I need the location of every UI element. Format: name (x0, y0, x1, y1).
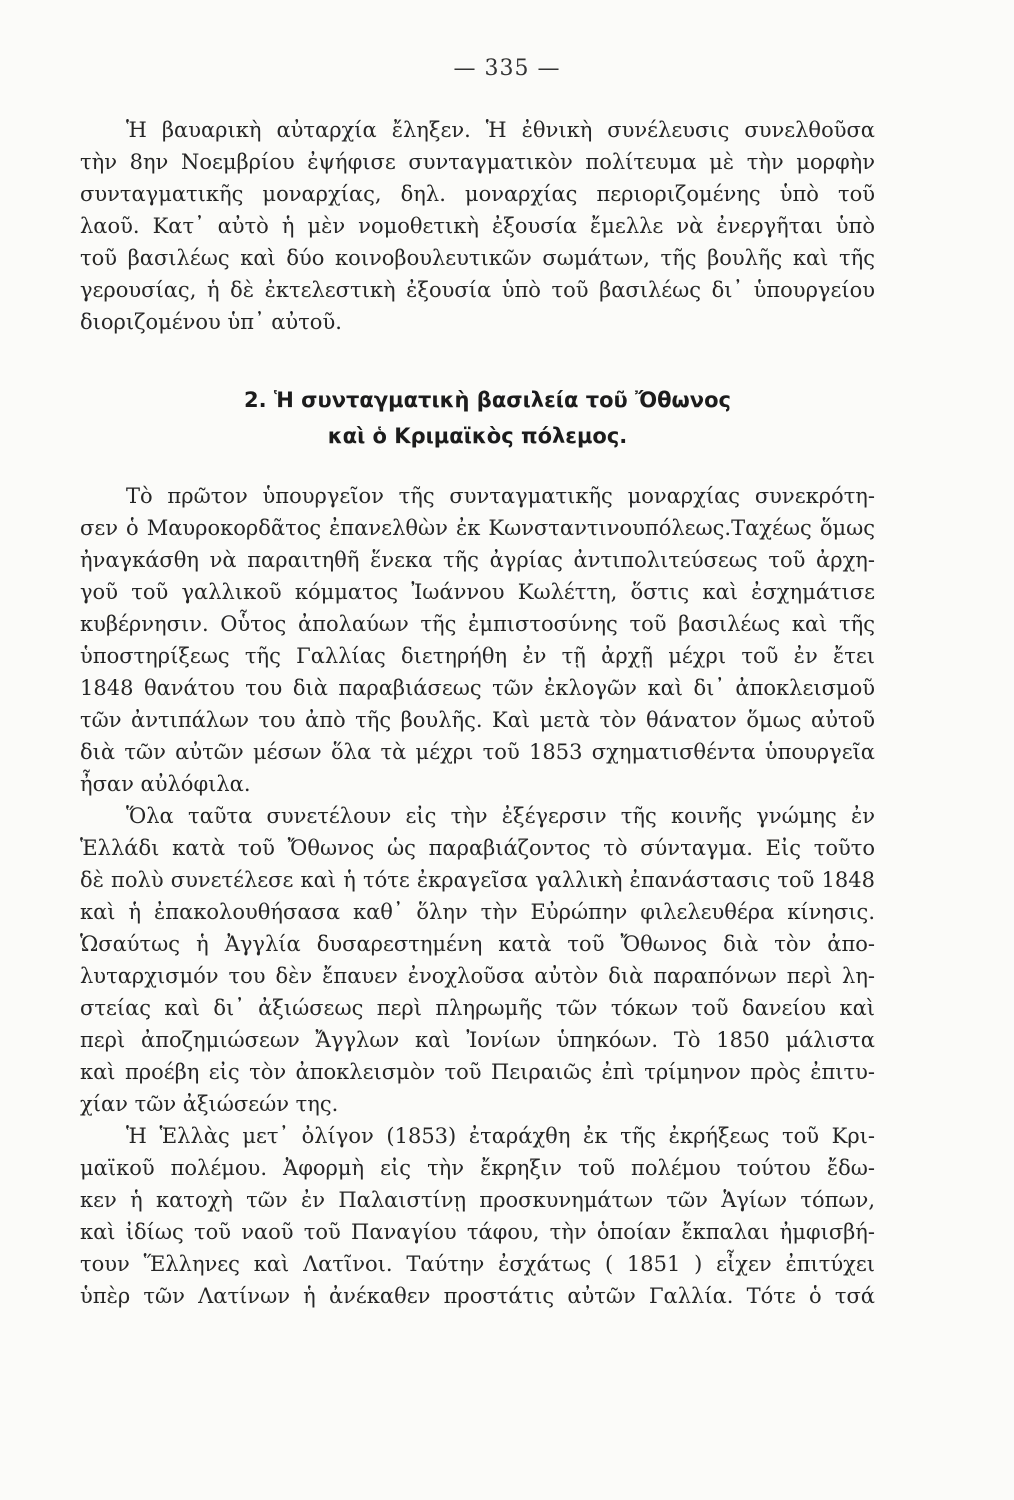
page-number: — 335 — (453, 56, 561, 81)
text-line: ὑπὲρ τῶν Λατίνων ἡ ἀνέκαθεν προστάτις αὐτῶν Γαλλία. Τότε ὁ τσά (80, 1284, 875, 1308)
text-line: γοῦ τοῦ γαλλικοῦ κόμματος Ἰωάννου Κωλέττη, ὅστις καὶ ἐσχημάτισε (80, 580, 875, 604)
text-line: καὶ ἡ ἐπακολουθήσασα καθ᾽ ὅλην τὴν Εὐρώπην φιλελευθέρα κίνησις. (80, 900, 875, 924)
text-line: λαοῦ. Κατ᾽ αὐτὸ ἡ μὲν νομοθετικὴ ἐξουσία ἔμελλε νὰ ἐνεργῆται ὑπὸ (80, 214, 875, 238)
text-line: στείας καὶ δι᾽ ἀξιώσεως περὶ πληρωμῆς τῶν τόκων τοῦ δανείου καὶ (80, 996, 875, 1020)
text-line: καὶ ἰδίως τοῦ ναοῦ τοῦ Παναγίου τάφου, τὴν ὁποίαν ἔκπαλαι ἠμφισβή- (80, 1220, 875, 1244)
text-line: Ἡ Ἑλλὰς μετ᾽ ὀλίγον (1853) ἐταράχθη ἐκ τῆς ἐκρήξεως τοῦ Κρι- (126, 1124, 875, 1148)
text-line: μαϊκοῦ πολέμου. Ἀφορμὴ εἰς τὴν ἔκρηξιν τοῦ πολέμου τούτου ἔδω- (80, 1156, 875, 1180)
text-line: συνταγματικῆς μοναρχίας, δηλ. μοναρχίας περιοριζομένης ὑπὸ τοῦ (80, 182, 875, 206)
text-line: σεν ὁ Μαυροκορδᾶτος ἐπανελθὼν ἐκ Κωνσταντινουπόλεως.Ταχέως ὅμως (80, 516, 875, 540)
text-line: χίαν τῶν ἀξιώσεών της. (80, 1092, 339, 1116)
text-line: ἦσαν αὐλόφιλα. (80, 772, 251, 796)
text-line: τουν Ἕλληνες καὶ Λατῖνοι. Ταύτην ἐσχάτως ( 1851 ) εἶχεν ἐπιτύχει (80, 1252, 875, 1276)
text-line: δὲ πολὺ συνετέλεσε καὶ ἡ τότε ἐκραγεῖσα γαλλικὴ ἐπανάστασις τοῦ 1848 (80, 868, 875, 892)
text-line: διοριζομένου ὑπ᾽ αὐτοῦ. (80, 310, 342, 334)
text-line: ἠναγκάσθη νὰ παραιτηθῆ ἕνεκα τῆς ἀγρίας ἀντιπολιτεύσεως τοῦ ἀρχη- (80, 548, 875, 572)
section-body (80, 480, 875, 1312)
section-heading-line-1: 2. Ἡ συνταγματικὴ βασιλεία τοῦ Ὄθωνος (244, 388, 731, 412)
text-line: λυταρχισμόν του δὲν ἔπαυεν ἐνοχλοῦσα αὐτὸν διὰ παραπόνων περὶ λη- (80, 964, 875, 988)
text-line: τὴν 8ην Νοεμβρίου ἐψήφισε συνταγματικὸν πολίτευμα μὲ τὴν μορφὴν (80, 150, 875, 174)
opening-paragraph (80, 114, 875, 338)
text-line: κεν ἡ κατοχὴ τῶν ἐν Παλαιστίνῃ προσκυνημάτων τῶν Ἁγίων τόπων, (80, 1188, 875, 1212)
text-line: κυβέρνησιν. Οὗτος ἀπολαύων τῆς ἐμπιστοσύνης τοῦ βασιλέως καὶ τῆς (80, 612, 875, 636)
text-line: γερουσίας, ἡ δὲ ἐκτελεστικὴ ἐξουσία ὑπὸ τοῦ βασιλέως δι᾽ ὑπουργείου (80, 278, 875, 302)
text-line: τοῦ βασιλέως καὶ δύο κοινοβουλευτικῶν σωμάτων, τῆς βουλῆς καὶ τῆς (80, 246, 875, 270)
text-line: περὶ ἀποζημιώσεων Ἄγγλων καὶ Ἰονίων ὑπηκόων. Τὸ 1850 μάλιστα (80, 1028, 875, 1052)
text-line: διὰ τῶν αὐτῶν μέσων ὅλα τὰ μέχρι τοῦ 1853 σχηματισθέντα ὑπουργεῖα (80, 740, 875, 764)
text-line: Ὅλα ταῦτα συνετέλουν εἰς τὴν ἐξέγερσιν τῆς κοινῆς γνώμης ἐν (126, 804, 875, 828)
text-line: Ἑλλάδι κατὰ τοῦ Ὄθωνος ὡς παραβιάζοντος τὸ σύνταγμα. Εἰς τοῦτο (80, 836, 875, 860)
text-line: τῶν ἀντιπάλων του ἀπὸ τῆς βουλῆς. Καὶ μετὰ τὸν θάνατον ὅμως αὐτοῦ (80, 708, 875, 732)
text-line: Ὡσαύτως ἡ Ἀγγλία δυσαρεστημένη κατὰ τοῦ Ὄθωνος διὰ τὸν ἀπο- (80, 932, 875, 956)
text-line: 1848 θανάτου του διὰ παραβιάσεως τῶν ἐκλογῶν καὶ δι᾽ ἀποκλεισμοῦ (80, 676, 875, 700)
text-line: Ἡ βαυαρικὴ αὐταρχία ἔληξεν. Ἡ ἐθνικὴ συνέλευσις συνελθοῦσα (126, 118, 875, 142)
section-heading-line-2: καὶ ὁ Κριμαϊκὸς πόλεμος. (327, 424, 628, 448)
text-line: Τὸ πρῶτον ὑπουργεῖον τῆς συνταγματικῆς μοναρχίας συνεκρότη- (126, 484, 875, 508)
text-line: ὑποστηρίξεως τῆς Γαλλίας διετηρήθη ἐν τῇ ἀρχῇ μέχρι τοῦ ἐν ἔτει (80, 644, 875, 668)
text-line: καὶ προέβη εἰς τὸν ἀποκλεισμὸν τοῦ Πειραιῶς ἐπὶ τρίμηνον πρὸς ἐπιτυ- (80, 1060, 875, 1084)
